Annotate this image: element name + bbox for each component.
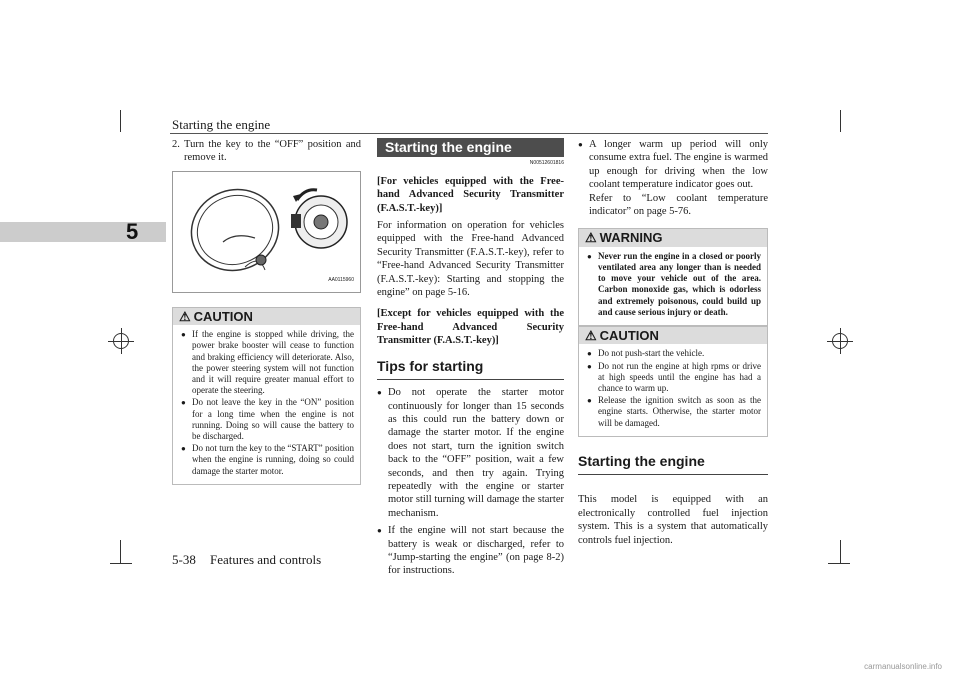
caution-item: ● Do not turn the key to the “START” position when the engine is running, doing so could damage the starter motor. xyxy=(181,443,354,477)
steering-ignition-figure xyxy=(172,171,361,293)
caution-body xyxy=(173,325,360,484)
paragraph-fast-key: For information on operation for vehicles equipped with the Free-hand Advanced Security Transmitter (F.A.S.T.-key), refer to “Free-hand Advanced Security Transmitter (F.A.S.T.-key): Starting and stopping the engine” on page 5-16. xyxy=(377,220,564,299)
caution-body xyxy=(579,344,767,435)
tip-item: ● Do not operate the starter motor continuously for longer than 15 seconds as this could run the battery down or damage the starter motor. If the engine does not start, turn the ignition switch back to the “OFF” position, wait a few seconds, and then try again. Trying repeatedly with the engine or starter motor still turning will damage the starter mechanism. xyxy=(377,386,564,520)
step-2: 2. Turn the key to the “OFF” position and remove it. xyxy=(172,139,361,164)
warning-header xyxy=(579,229,767,246)
subheading-except-fast-key: [Except for vehicles equipped with the Free-hand Advanced Security Transmitter (F.A.S.T.-key)] xyxy=(377,308,564,347)
crop-mark xyxy=(828,563,850,564)
section-title-2: Starting the engine xyxy=(578,451,768,475)
column-3 xyxy=(578,138,768,551)
tips-heading: Tips for starting xyxy=(377,356,564,380)
crop-mark xyxy=(120,540,121,564)
caution-box-2 xyxy=(578,326,768,437)
chapter-number: 5 xyxy=(126,219,139,244)
tip-item: ● If the engine will not start because the battery is weak or discharged, refer to “Jump-starting the engine” (on page 8-2) for instructions. xyxy=(377,524,564,578)
crop-mark xyxy=(120,110,121,132)
warmup-reference: Refer to “Low coolant temperature indicator” on page 5-76. xyxy=(589,192,768,218)
subheading-fast-key: [For vehicles equipped with the Free-hand Advanced Security Transmitter (F.A.S.T.-key)] xyxy=(377,175,564,214)
warning-title: WARNING xyxy=(599,230,663,246)
caution-item: ● Do not leave the key in the “ON” position for a long time when the engine is not running. Doing so will cause the battery to be discharged. xyxy=(181,397,354,442)
caution-title: CAUTION xyxy=(193,308,253,324)
section-title: Starting the engine xyxy=(377,138,564,157)
crop-mark xyxy=(840,110,841,132)
warning-box xyxy=(578,228,768,326)
chapter-tab xyxy=(0,222,166,242)
caution-title: CAUTION xyxy=(599,328,659,344)
footer-section-title: Features and controls xyxy=(210,552,322,567)
column-2 xyxy=(377,138,564,582)
crop-mark xyxy=(840,540,841,564)
registration-mark xyxy=(113,333,129,349)
warning-triangle-icon: ⚠ xyxy=(585,328,597,344)
header-rule xyxy=(170,133,768,134)
warning-body xyxy=(579,247,767,325)
section-code: N00512601816 xyxy=(529,160,564,167)
page-number: 5-38 xyxy=(172,552,196,567)
warmup-bullet: ● A longer warm up period will only consume extra fuel. The engine is warmed up enough for driving when the low coolant temperature indicator goes out. xyxy=(578,138,768,192)
caution-item: ● Do not push-start the vehicle. xyxy=(587,348,761,359)
caution-item: ● If the engine is stopped while driving, the power brake booster will cease to function and braking efficiency will deteriorate. Also, the power steering system will not function and it will require greater manual effort to operate the steering. xyxy=(181,329,354,396)
registration-mark xyxy=(832,333,848,349)
caution-header xyxy=(173,308,360,325)
crop-mark xyxy=(110,563,132,564)
caution-item: ● Release the ignition switch as soon as the engine starts. Otherwise, the starter motor will be damaged. xyxy=(587,395,761,429)
watermark: carmanualsonline.info xyxy=(864,662,942,671)
figure-code: AA0115960 xyxy=(328,277,354,284)
fuel-injection-paragraph: This model is equipped with an electronically controlled fuel injection system. This is a system that automatically controls fuel injection. xyxy=(578,494,768,546)
warning-triangle-icon: ⚠ xyxy=(179,308,191,324)
caution-item: ● Do not run the engine at high rpms or drive at high speeds until the engine has had a chance to warm up. xyxy=(587,361,761,395)
warning-triangle-icon: ⚠ xyxy=(585,230,597,246)
caution-header xyxy=(579,327,767,344)
warning-item: ● Never run the engine in a closed or poorly ventilated area any longer than is needed to move your vehicle out of the area. Carbon monoxide gas, which is odorless and extremely poisonous, could build up and cause serious injury or death. xyxy=(587,251,761,318)
column-1 xyxy=(172,138,361,485)
page-header-title: Starting the engine xyxy=(172,117,271,132)
caution-box xyxy=(172,307,361,485)
